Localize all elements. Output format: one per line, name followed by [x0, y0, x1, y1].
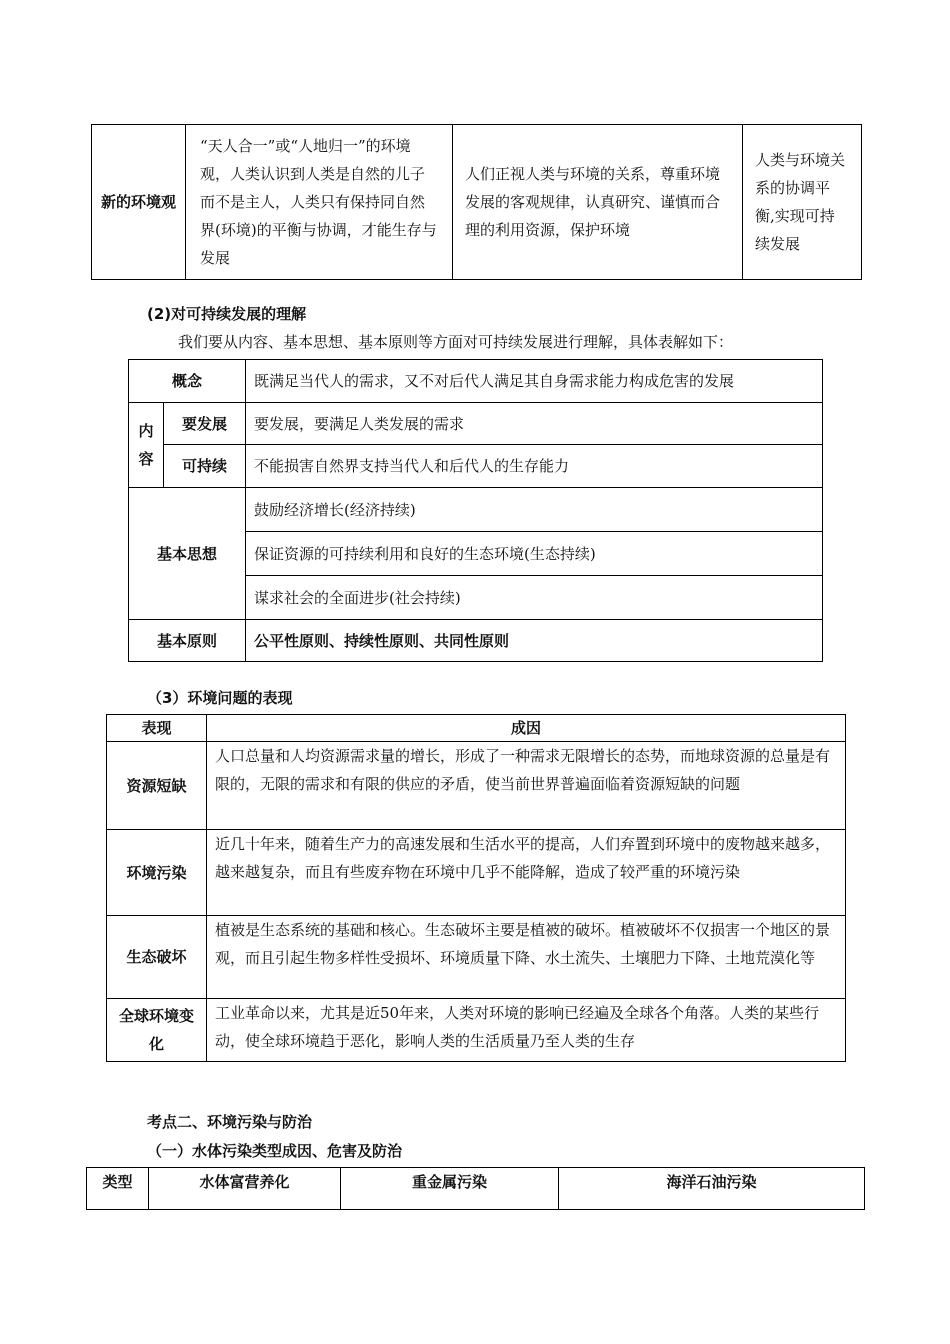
section4-heading2: （一）水体污染类型成因、危害及防治: [147, 1142, 403, 1160]
env-view-table: [91, 124, 862, 280]
ideas-label: 基本思想: [129, 488, 246, 620]
water-col-oil-spill: 海洋石油污染: [559, 1168, 865, 1210]
content-label: 内容: [129, 403, 164, 488]
env-view-col2: 人们正视人类与环境的关系，尊重环境发展的客观规律，认真研究、谨慎而合理的利用资源，保护环境: [453, 125, 743, 280]
section2-heading: (2)对可持续发展的理解: [147, 305, 307, 323]
water-col-type: 类型: [87, 1168, 149, 1210]
env-view-col1: “天人合一”或“人地归一”的环境观，人类认识到人类是自然的儿子而不是主人，人类只有保持同自然界(环境)的平衡与协调，才能生存与发展: [186, 125, 453, 280]
env-view-label: 新的环境观: [92, 125, 186, 280]
problem-text: 工业革命以来，尤其是近50年来，人类对环境的影响已经遍及全球各个角落。人类的某些行动，使全球环境趋于恶化，影响人类的生活质量乃至人类的生存: [207, 999, 846, 1062]
problem-label: 环境污染: [107, 830, 207, 916]
idea-item: 保证资源的可持续利用和良好的生态环境(生态持续): [246, 532, 823, 576]
problem-text: 近几十年来，随着生产力的高速发展和生活水平的提高，人们弃置到环境中的废物越来越多，越来越复杂，而且有些废弃物在环境中几乎不能降解，造成了较严重的环境污染: [207, 830, 846, 916]
col-header-cause: 成因: [207, 715, 846, 742]
env-view-col3: 人类与环境关系的协调平衡,实现可持续发展: [743, 125, 862, 280]
section2-intro: 我们要从内容、基本思想、基本原则等方面对可持续发展进行理解，具体表解如下：: [178, 333, 734, 351]
section3-heading: （3）环境问题的表现: [147, 689, 293, 707]
water-col-eutrophication: 水体富营养化: [149, 1168, 341, 1210]
concept-label: 概念: [129, 360, 246, 403]
develop-label: 要发展: [164, 403, 246, 445]
sustain-label: 可持续: [164, 445, 246, 488]
problem-text: 人口总量和人均资源需求量的增长，形成了一种需求无限增长的态势，而地球资源的总量是有限的，无限的需求和有限的供应的矛盾，使当前世界普遍面临着资源短缺的问题: [207, 742, 846, 830]
idea-item: 鼓励经济增长(经济持续): [246, 488, 823, 532]
problem-label: 生态破坏: [107, 916, 207, 999]
section4-heading1: 考点二、环境污染与防治: [147, 1113, 313, 1131]
problem-label: 全球环境变化: [107, 999, 207, 1062]
develop-text: 要发展，要满足人类发展的需求: [246, 403, 823, 445]
sustain-text: 不能损害自然界支持当代人和后代人的生存能力: [246, 445, 823, 488]
principles-label: 基本原则: [129, 620, 246, 662]
env-problems-table: [106, 714, 846, 1062]
problem-label: 资源短缺: [107, 742, 207, 830]
water-col-heavy-metal: 重金属污染: [341, 1168, 559, 1210]
principles-text: 公平性原则、持续性原则、共同性原则: [246, 620, 823, 662]
sustainable-table: [128, 359, 823, 662]
concept-text: 既满足当代人的需求，又不对后代人满足其自身需求能力构成危害的发展: [246, 360, 823, 403]
water-pollution-table: [86, 1167, 865, 1210]
problem-text: 植被是生态系统的基础和核心。生态破坏主要是植被的破坏。植被破坏不仅损害一个地区的景观，而且引起生物多样性受损坏、环境质量下降、水土流失、土壤肥力下降、土地荒漠化等: [207, 916, 846, 999]
col-header-manifestation: 表现: [107, 715, 207, 742]
idea-item: 谋求社会的全面进步(社会持续): [246, 576, 823, 620]
